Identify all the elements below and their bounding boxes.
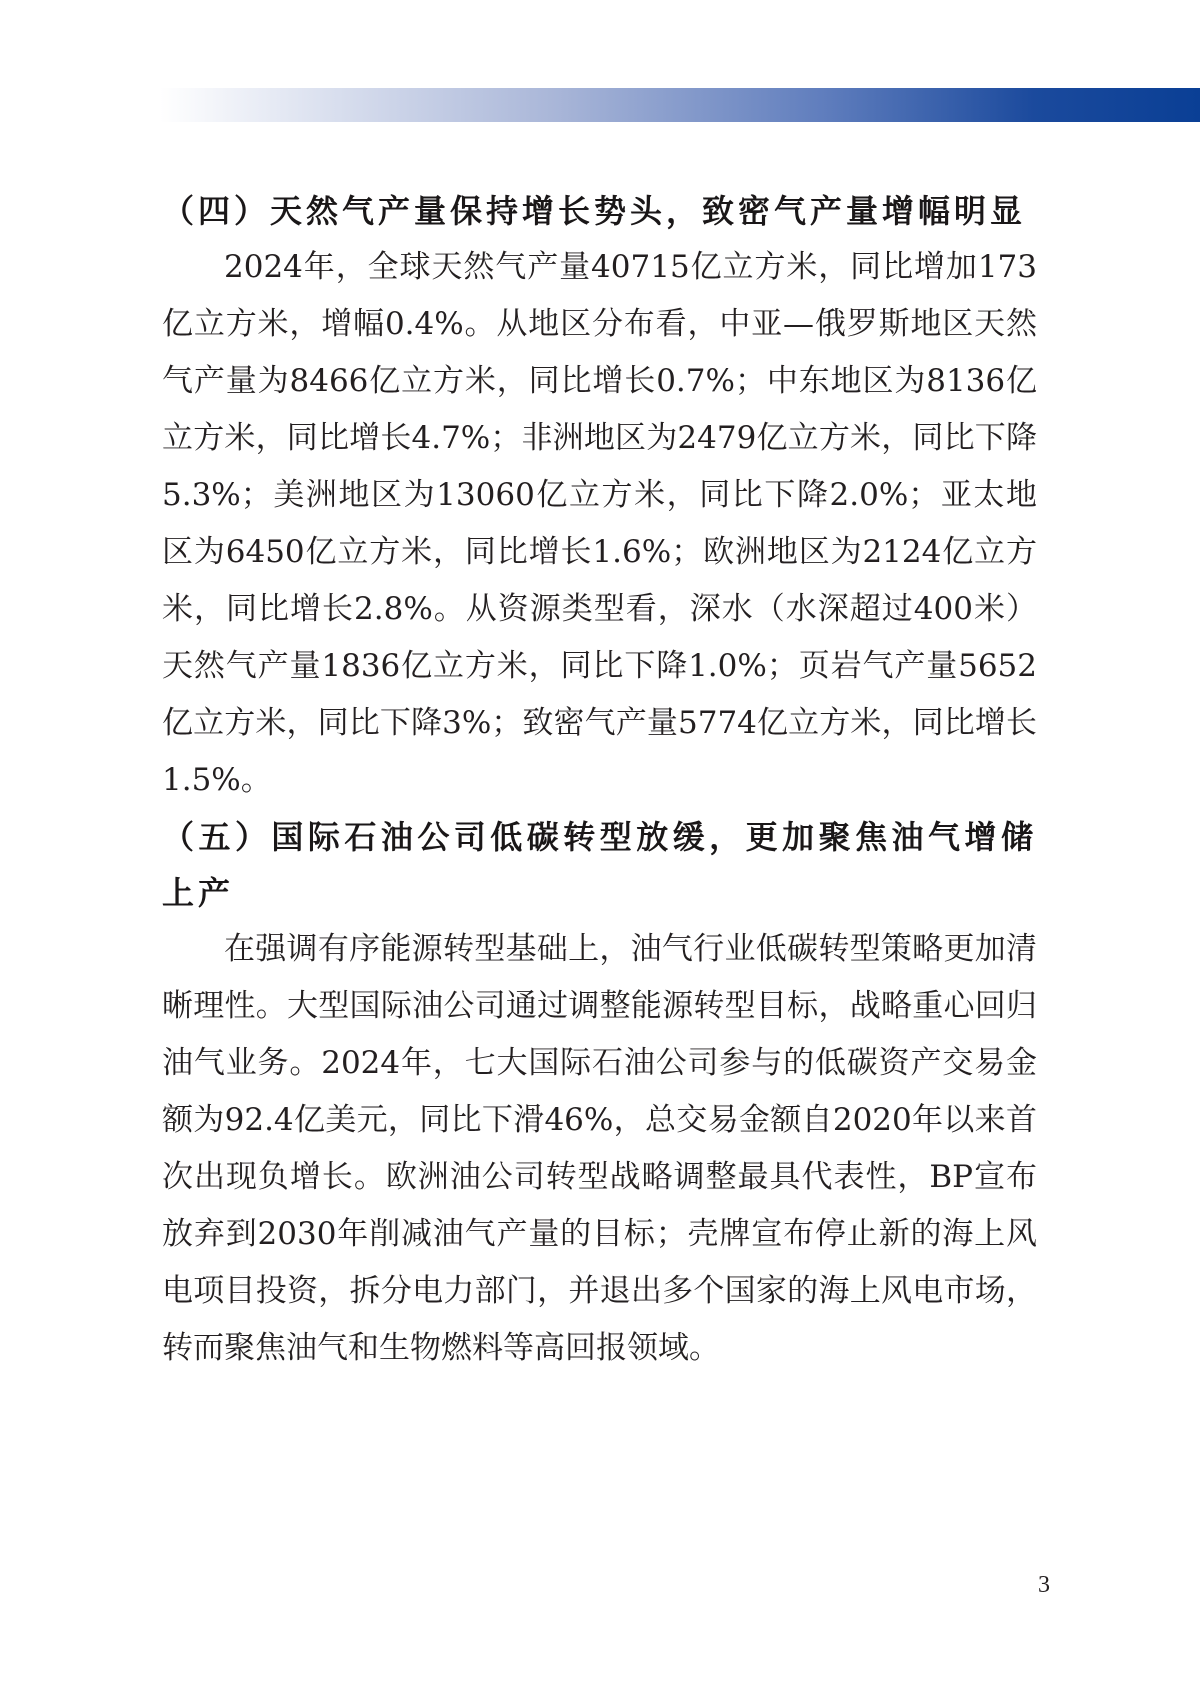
paragraph-oil-companies: 在强调有序能源转型基础上，油气行业低碳转型策略更加清晰理性。大型国际油公司通过调整能源转型目标，战略重心回归油气业务。2024年，七大国际石油公司参与的低碳资产交易金额为92.4亿美元，同比下滑46%，总交易金额自2020年以来首次出现负增长。欧洲油公司转型战略调整最具代表性，BP宣布放弃到2030年削减油气产量的目标；壳牌宣布停止新的海上风电项目投资，拆分电力部门，并退出多个国家的海上风电市场，转而聚焦油气和生物燃料等高回报领域。 bbox=[162, 931, 1037, 1366]
header-decorative-band bbox=[160, 88, 1200, 122]
paragraph-natural-gas: 2024年，全球天然气产量40715亿立方米，同比增加173亿立方米，增幅0.4%。从地区分布看，中亚—俄罗斯地区天然气产量为8466亿立方米，同比增长0.7%；中东地区为8136亿立方米，同比增长4.7%；非洲地区为2479亿立方米，同比下降5.3%；美洲地区为13060亿立方米，同比下降2.0%；亚太地区为6450亿立方米，同比增长1.6%；欧洲地区为2124亿立方米，同比增长2.8%。从资源类型看，深水（水深超过400米）天然气产量1836亿立方米，同比下降1.0%；页岩气产量5652亿立方米，同比下降3%；致密气产量5774亿立方米，同比增长1.5%。 bbox=[162, 249, 1037, 798]
section-heading-natural-gas: （四）天然气产量保持增长势头，致密气产量增幅明显 bbox=[162, 192, 1027, 230]
document-body bbox=[162, 183, 1037, 1377]
page-number: 3 bbox=[1038, 1572, 1050, 1598]
section-heading-oil-companies: （五）国际石油公司低碳转型放缓，更加聚焦油气增储上产 bbox=[162, 818, 1037, 912]
